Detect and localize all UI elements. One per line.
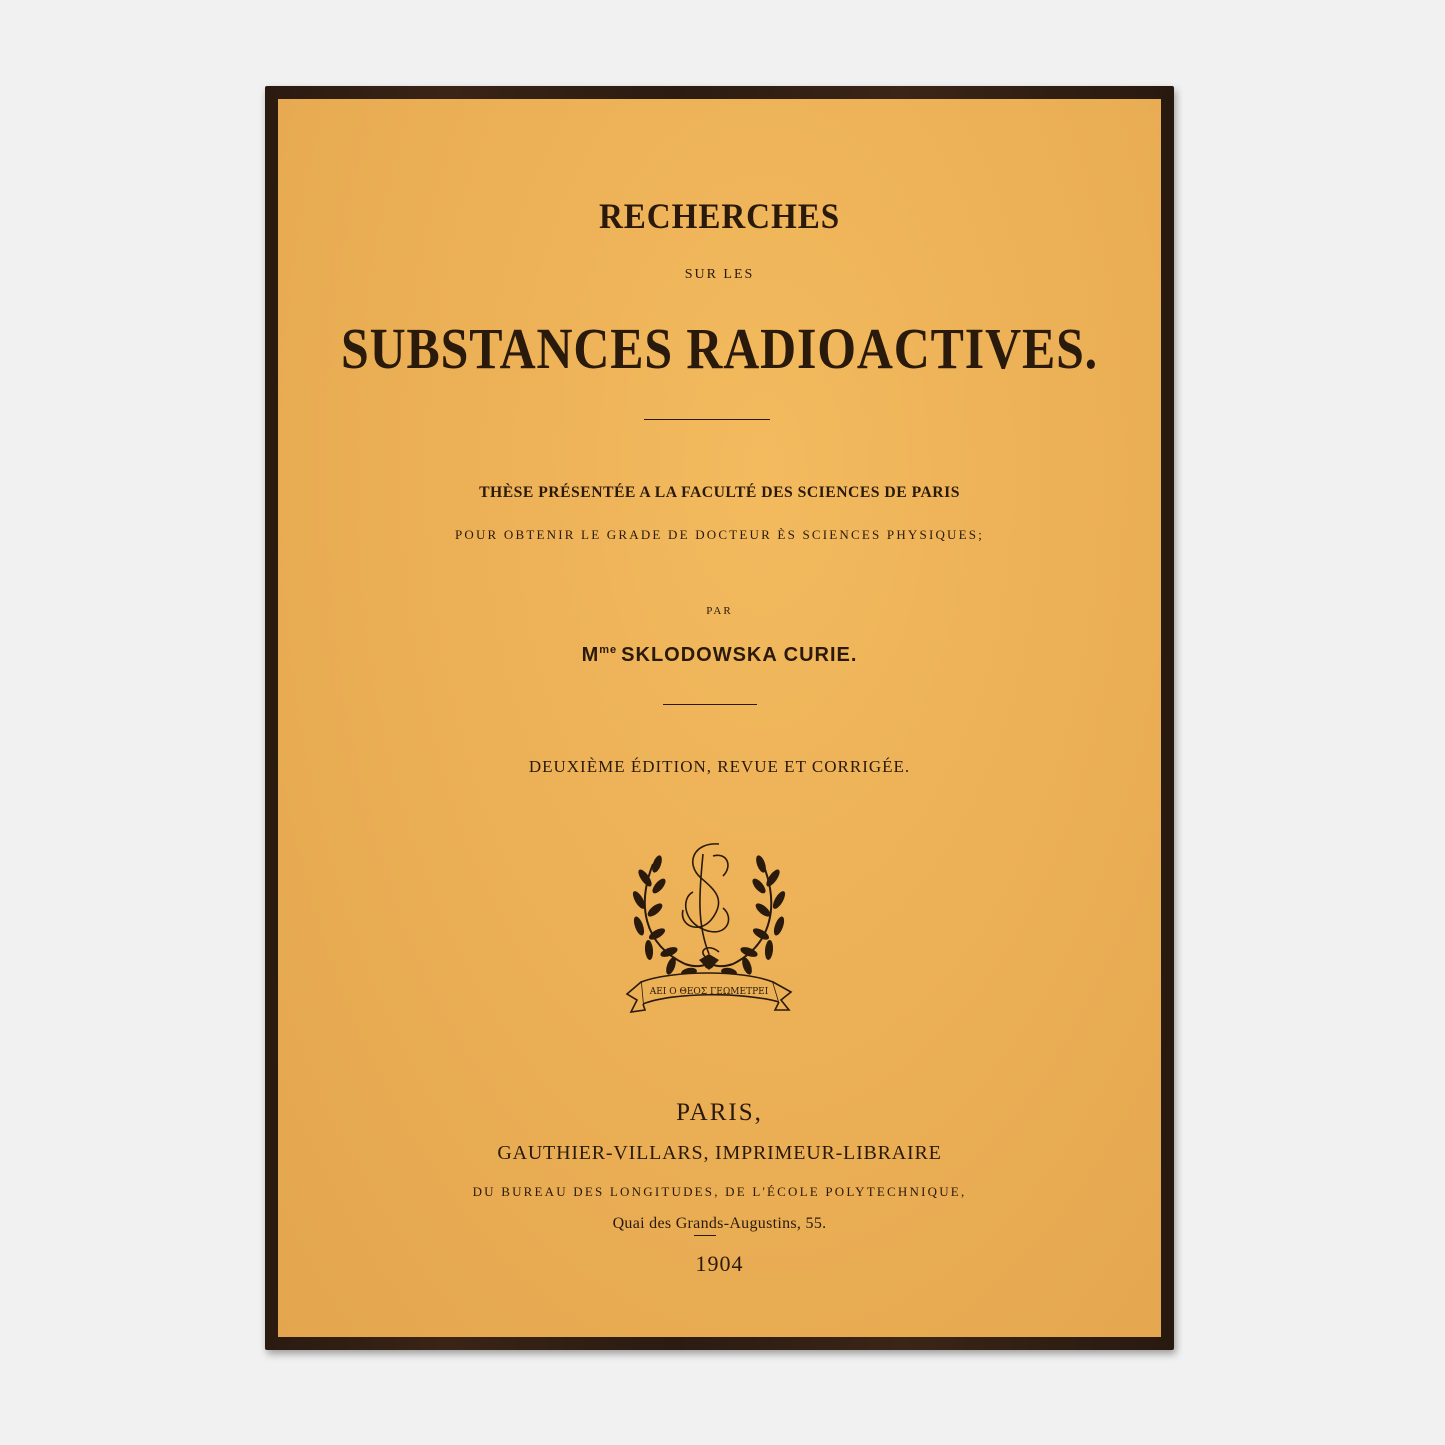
thesis-line-2: POUR OBTENIR LE GRADE DE DOCTEUR ÈS SCIENCES PHYSIQUES; xyxy=(454,527,985,542)
imprint-city: PARIS, xyxy=(676,1099,763,1126)
author-prefix: M xyxy=(581,644,600,666)
publication-year: 1904 xyxy=(695,1251,744,1276)
title-connector: SUR LES xyxy=(684,267,755,282)
publisher: GAUTHIER-VILLARS, IMPRIMEUR-LIBRAIRE xyxy=(497,1142,942,1164)
by-label: PAR xyxy=(706,605,733,617)
publisher-affiliation: DU BUREAU DES LONGITUDES, DE L'ÉCOLE POLYTECHNIQUE, xyxy=(472,1184,967,1199)
author xyxy=(278,644,1161,667)
wooden-frame xyxy=(265,86,1174,1350)
emblem-motto: ΑΕΙ Ο ΘΕΟΣ ΓΕΩΜΕΤΡΕΙ xyxy=(649,987,769,997)
author-prefix-sup: me xyxy=(599,644,618,656)
edition-statement: DEUXIÈME ÉDITION, REVUE ET CORRIGÉE. xyxy=(528,757,911,776)
author-name: SKLODOWSKA CURIE. xyxy=(621,644,858,666)
title-page xyxy=(278,99,1161,1337)
divider-rule xyxy=(694,1235,716,1236)
laurel-wreath-monogram-icon xyxy=(623,834,795,1024)
divider-rule xyxy=(663,704,757,705)
title-line-1: RECHERCHES xyxy=(598,196,841,236)
title-line-2: SUBSTANCES RADIOACTIVES. xyxy=(340,316,1099,381)
divider-rule xyxy=(644,419,770,420)
publisher-address: Quai des Grands-Augustins, 55. xyxy=(612,1215,827,1232)
thesis-line-1: THÈSE PRÉSENTÉE A LA FACULTÉ DES SCIENCES DE PARIS xyxy=(479,484,960,501)
